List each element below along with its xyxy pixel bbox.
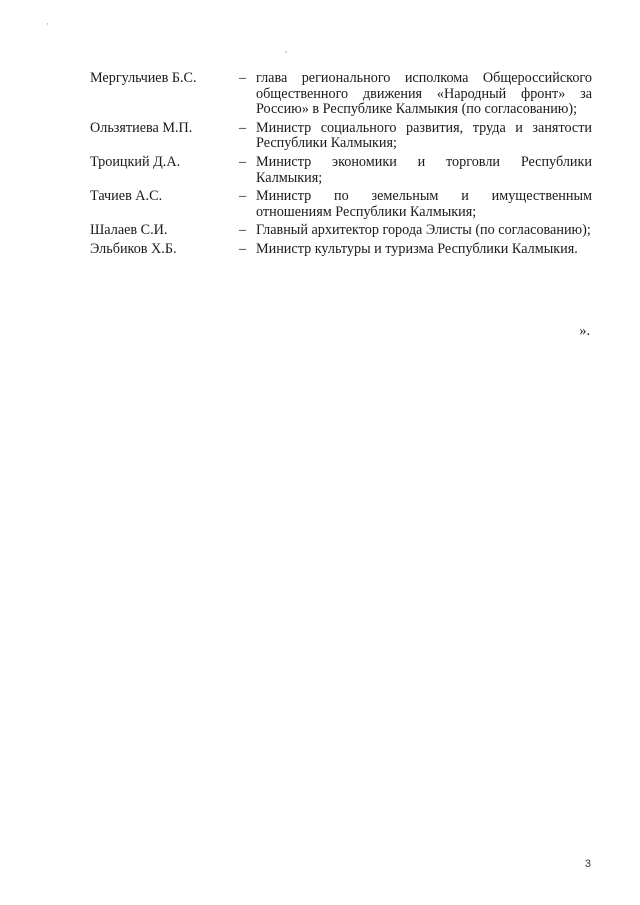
closing-quote-mark: ». (579, 323, 590, 339)
member-name: Тачиев А.С. (90, 188, 163, 205)
member-dash: – (239, 240, 247, 257)
member-name: Троицкий Д.А. (90, 153, 181, 170)
member-row (90, 189, 592, 220)
scan-speck: · (46, 19, 49, 29)
member-row (90, 121, 592, 152)
member-role: Министр социального развития, труда и занятости Республики Калмыкия; (256, 119, 592, 152)
member-dash: – (239, 119, 247, 136)
member-dash: – (239, 153, 247, 170)
member-row (90, 223, 592, 239)
member-dash: – (239, 222, 247, 239)
member-name: Шалаев С.И. (90, 222, 168, 239)
member-role: Главный архитектор города Элисты (по согласованию); (256, 222, 591, 239)
member-dash: – (239, 188, 247, 205)
member-row (90, 155, 592, 186)
member-role: Министр по земельным и имущественным отношениям Республики Калмыкия; (256, 188, 592, 220)
member-name: Мергульчиев Б.С. (90, 70, 197, 86)
member-name: Ользятиева М.П. (90, 119, 193, 136)
member-role: Министр экономики и торговли Республики Калмыкия; (256, 153, 592, 186)
members-list (90, 71, 592, 261)
page-number: 3 (584, 858, 591, 870)
scan-speck: ˛ (285, 43, 288, 53)
member-row (90, 71, 592, 118)
member-name: Эльбиков Х.Б. (90, 240, 177, 257)
member-role: Министр культуры и туризма Республики Калмыкия. (256, 240, 578, 257)
member-dash: – (239, 70, 247, 86)
member-row (90, 242, 592, 258)
member-role: глава регионального исполкома Общероссийского общественного движения «Народный фронт» за Россию» в Республике Калмыкия (по согласованию); (256, 70, 592, 118)
